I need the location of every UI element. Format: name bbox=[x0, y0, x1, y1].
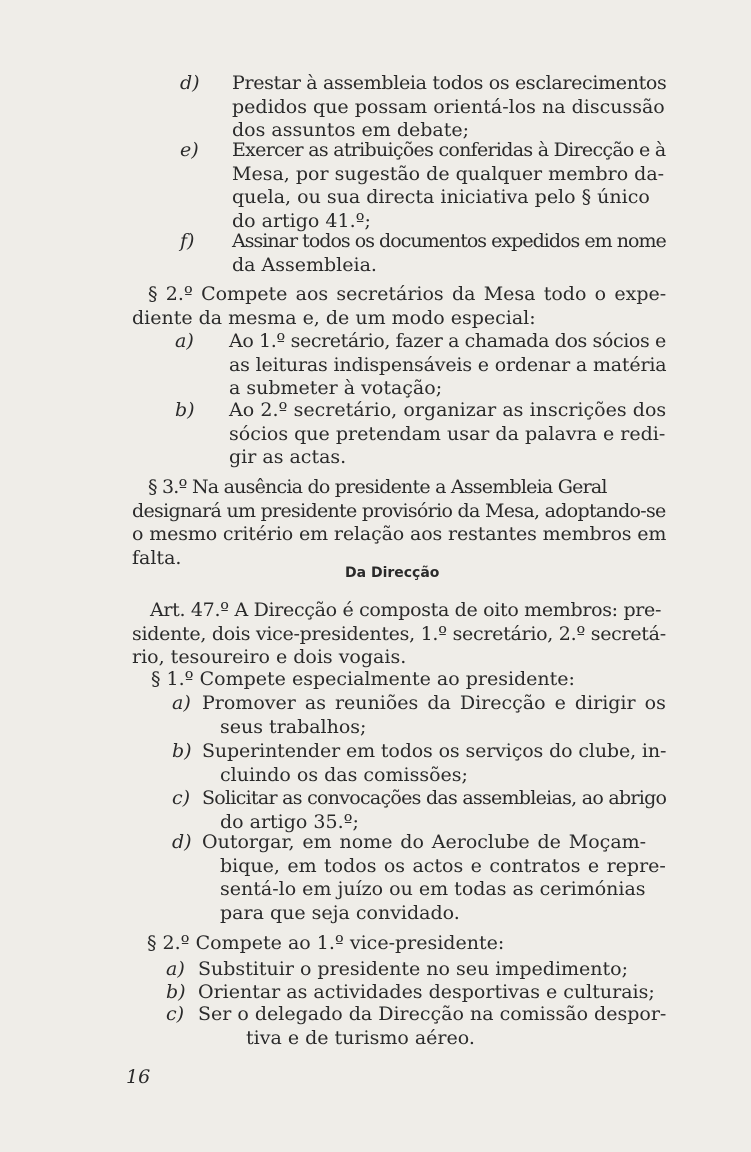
text-line: Solicitar as convocações das assembleias, ao abrigo bbox=[202, 787, 667, 809]
text-line: o mesmo critério em relação aos restantes membros em bbox=[132, 523, 667, 545]
item-d-president bbox=[172, 831, 666, 925]
text-line: bique, em todos os actos e contratos e repre- bbox=[220, 854, 666, 877]
item-label: a) bbox=[172, 692, 191, 714]
text-line: do artigo 41.º; bbox=[232, 209, 371, 232]
text-line: gir as actas. bbox=[229, 446, 347, 468]
text-line: pedidos que possam orientá-los na discussão bbox=[232, 95, 665, 118]
text-line: sidente, dois vice-presidentes, 1.º secretário, 2.º secretá- bbox=[132, 622, 666, 645]
text-line: quela, ou sua directa iniciativa pelo § único bbox=[232, 186, 650, 208]
text-line: designará um presidente provisório da Mesa, adoptando-se bbox=[132, 499, 666, 522]
item-label: c) bbox=[172, 787, 191, 809]
text-line: § 2.º Compete aos secretários da Mesa todo o expe- bbox=[148, 283, 667, 305]
text-line: Assinar todos os documentos expedidos em nome bbox=[232, 230, 666, 252]
item-b-vice-president bbox=[166, 981, 655, 1005]
item-label: d) bbox=[172, 831, 192, 853]
text-line: Prestar à assembleia todos os esclarecimentos bbox=[232, 72, 667, 94]
text-line: para que seja convidado. bbox=[220, 901, 460, 924]
paragraph-president bbox=[151, 668, 575, 692]
item-label: b) bbox=[172, 740, 192, 762]
item-label: a) bbox=[166, 958, 185, 980]
text-line: rio, tesoureiro e dois vogais. bbox=[132, 646, 407, 668]
text-line: Exercer as atribuições conferidas à Direcção e à bbox=[232, 139, 666, 161]
article-47 bbox=[132, 599, 666, 670]
text-line: Ao 2.º secretário, organizar as inscrições dos bbox=[229, 399, 667, 421]
item-a-president bbox=[172, 692, 666, 739]
text-line: diente da mesma e, de um modo especial: bbox=[132, 306, 536, 329]
paragraph-vice-president bbox=[147, 932, 504, 956]
text-line: § 2.º Compete ao 1.º vice-presidente: bbox=[147, 932, 505, 954]
item-c-vice-president bbox=[166, 1003, 667, 1050]
paragraph-secretaries bbox=[132, 283, 666, 330]
item-a-vice-president bbox=[166, 958, 629, 982]
item-label: e) bbox=[180, 139, 199, 161]
item-label: c) bbox=[166, 1003, 185, 1025]
text-line: sócios que pretendam usar da palavra e redi- bbox=[229, 422, 666, 445]
page-number: 16 bbox=[126, 1066, 151, 1088]
item-f-assembly bbox=[180, 230, 666, 277]
text-line: a submeter à votação; bbox=[229, 377, 443, 399]
text-line: Mesa, por sugestão de qualquer membro da- bbox=[232, 162, 665, 185]
text-line: sentá-lo em juízo ou em todas as cerimónias bbox=[220, 878, 646, 900]
item-label: a) bbox=[175, 330, 194, 352]
text-line: Ser o delegado da Direcção na comissão despor- bbox=[198, 1003, 667, 1025]
paragraph-absence-president bbox=[132, 476, 666, 570]
item-label: b) bbox=[166, 981, 186, 1003]
text-line: as leituras indispensáveis e ordenar a matéria bbox=[229, 353, 667, 376]
item-b-president bbox=[172, 740, 667, 787]
text-line: § 3.º Na ausência do presidente a Assembleia Geral bbox=[148, 476, 607, 498]
item-a-secretary bbox=[175, 330, 667, 401]
text-line: Promover as reuniões da Direcção e dirigir os bbox=[202, 692, 666, 714]
text-line: Ao 1.º secretário, fazer a chamada dos sócios e bbox=[229, 330, 666, 352]
text-line: Art. 47.º A Direcção é composta de oito membros: pre- bbox=[150, 599, 662, 621]
text-line: seus trabalhos; bbox=[220, 715, 367, 738]
item-c-president bbox=[172, 787, 667, 834]
item-e-assembly bbox=[180, 139, 666, 233]
item-d-assembly bbox=[180, 72, 667, 143]
text-line: Superintender em todos os serviços do clube, in- bbox=[202, 740, 667, 762]
text-line: do artigo 35.º; bbox=[220, 810, 359, 833]
item-label: b) bbox=[175, 399, 195, 421]
item-label: d) bbox=[180, 72, 200, 94]
text-line: da Assembleia. bbox=[232, 253, 377, 276]
item-b-secretary bbox=[175, 399, 667, 470]
text-line: cluindo os das comissões; bbox=[220, 763, 468, 786]
section-heading: Da Direcção bbox=[345, 565, 440, 581]
text-line: § 1.º Compete especialmente ao presidente: bbox=[151, 668, 575, 690]
text-line: Orientar as actividades desportivas e culturais; bbox=[198, 981, 655, 1003]
text-line: Substituir o presidente no seu impedimento; bbox=[198, 958, 629, 980]
text-line: dos assuntos em debate; bbox=[232, 119, 470, 141]
text-line: tiva e de turismo aéreo. bbox=[246, 1026, 475, 1049]
text-line: Outorgar, em nome do Aeroclube de Moçam- bbox=[202, 831, 647, 853]
item-label: f) bbox=[180, 230, 195, 252]
text-line: falta. bbox=[132, 546, 182, 569]
